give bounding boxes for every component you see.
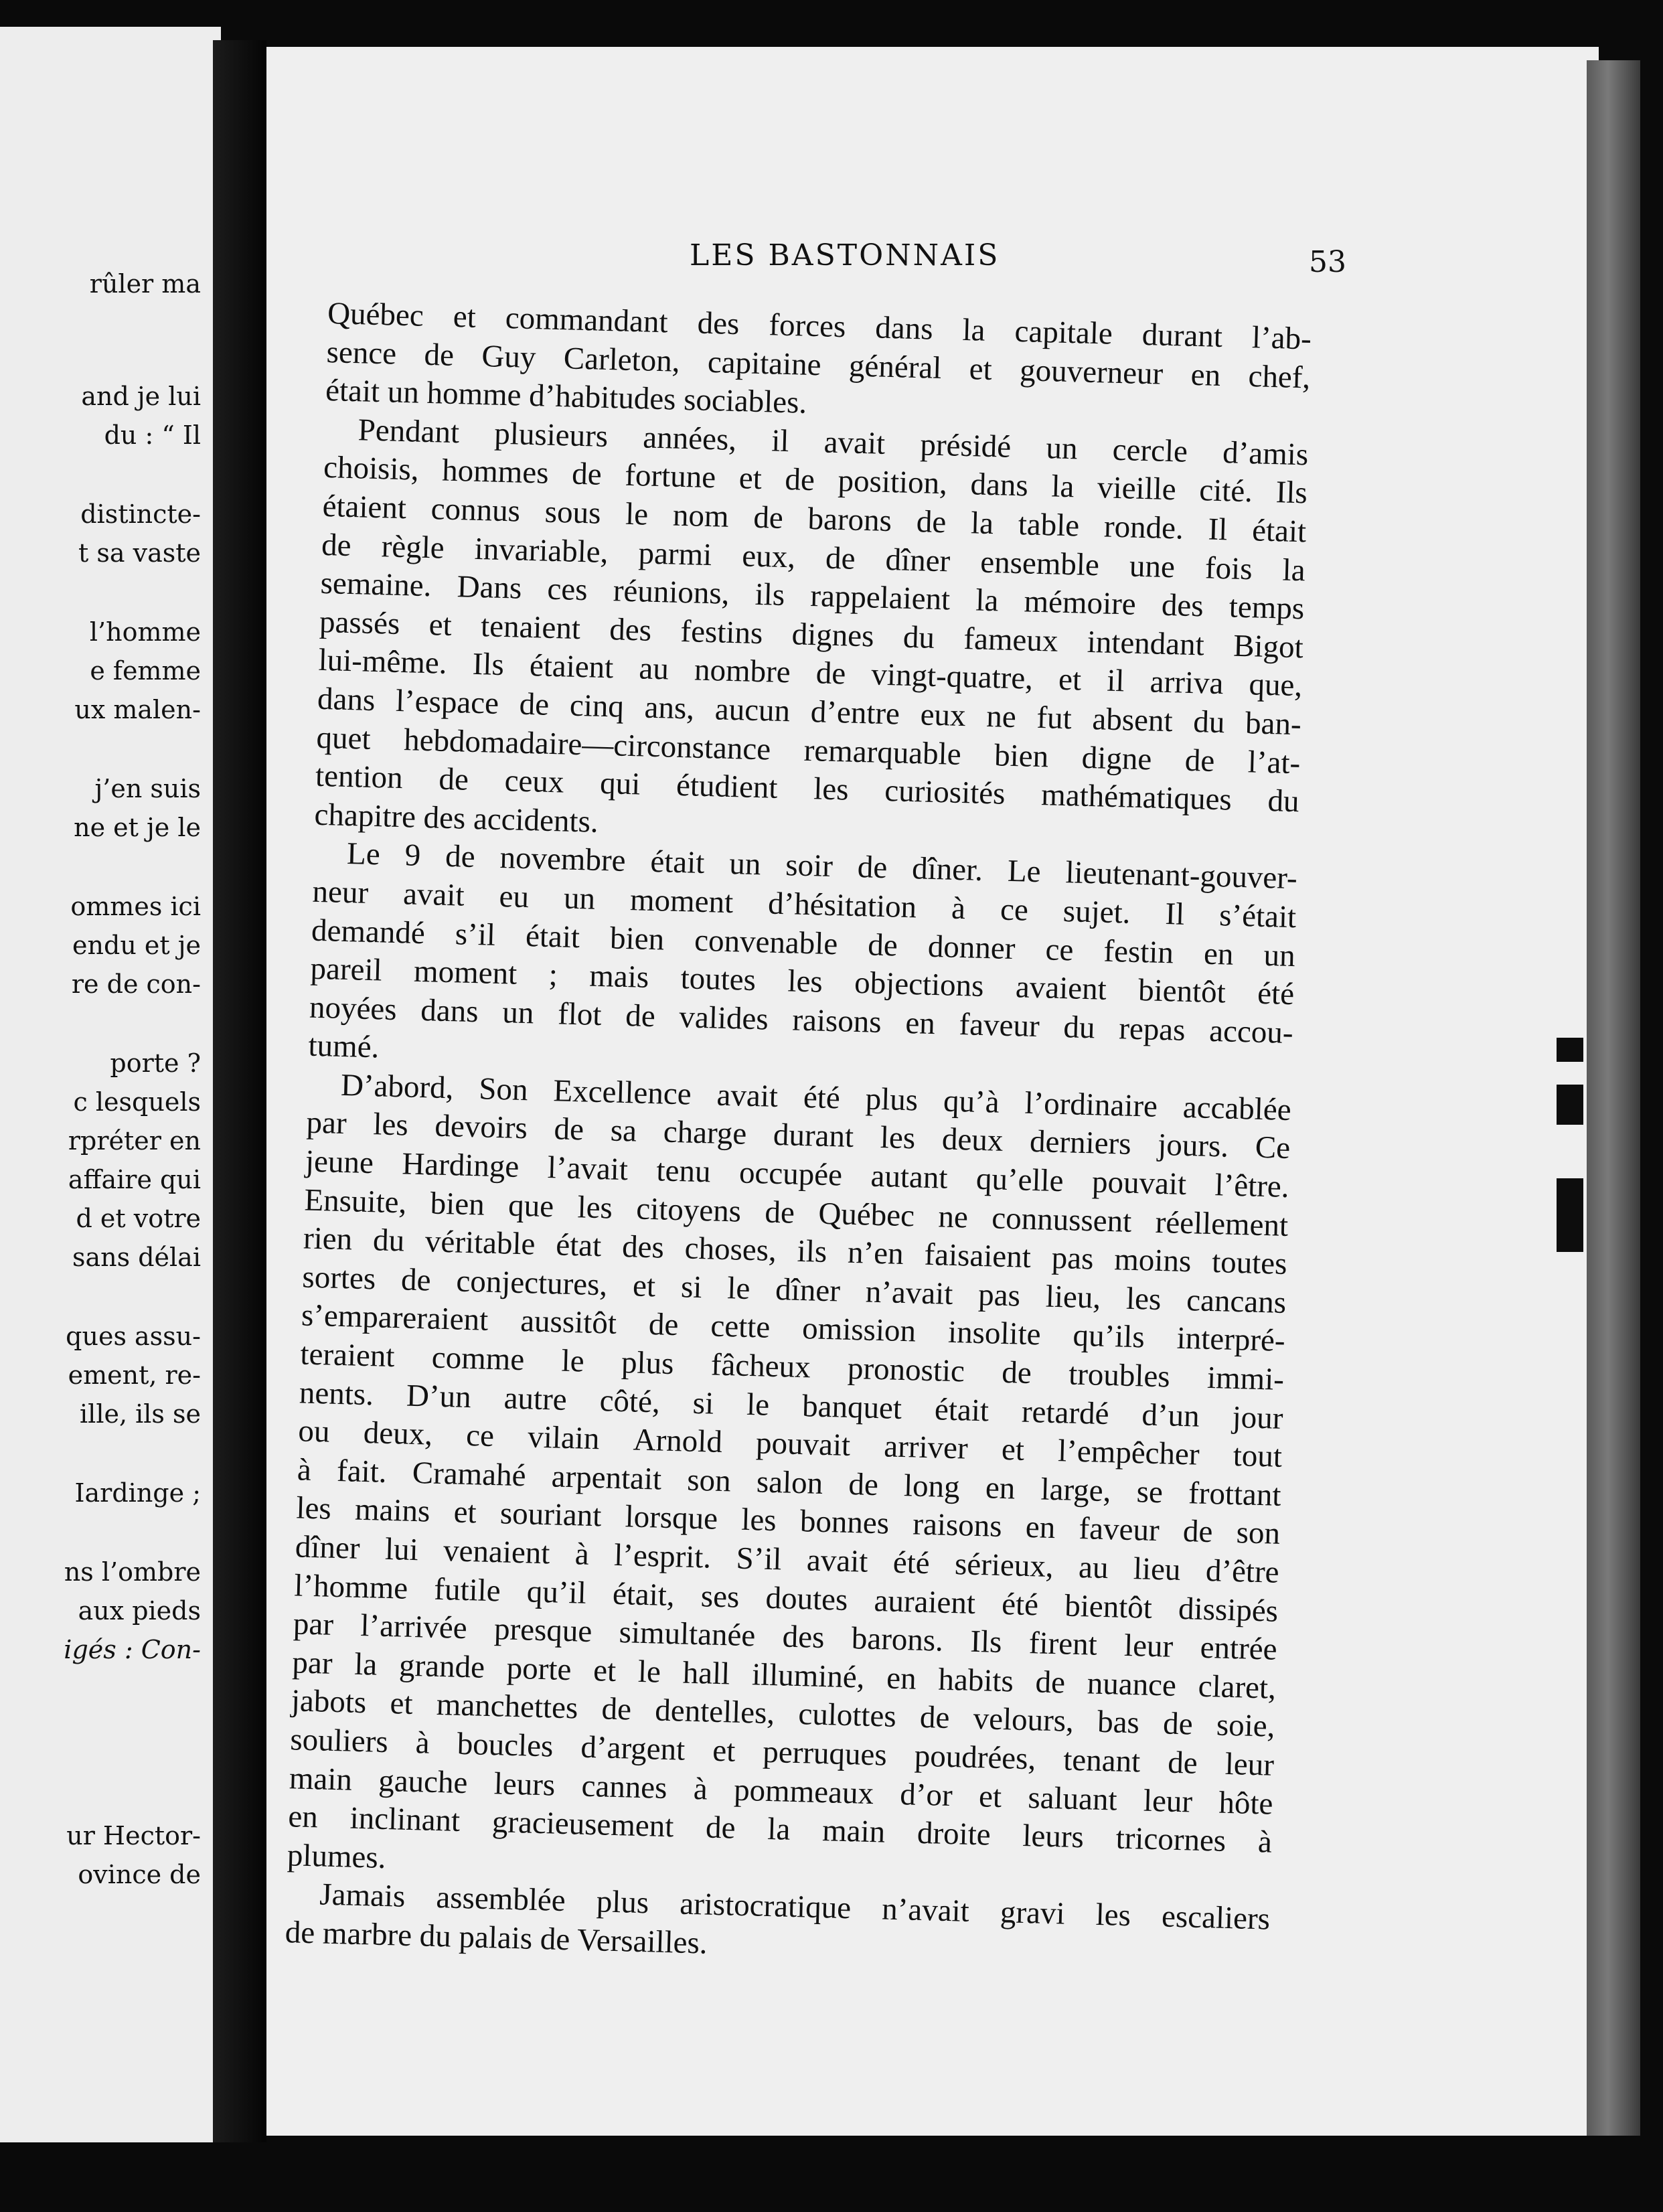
text-line: en inclinant gracieusement de la main droite leurs tricornes à [287, 1799, 1273, 1860]
left-page-line: d et votre [76, 1204, 201, 1233]
left-page-line: endu et je [72, 931, 201, 960]
text-line: rien du véritable état des choses, ils n’en faisaient pas moins toutes [303, 1220, 1288, 1282]
left-page-line: ommes ici [70, 892, 201, 921]
left-page-line: re de con- [71, 969, 201, 999]
left-page-fragment [0, 27, 221, 2142]
left-page-line: e femme [90, 656, 201, 686]
left-page-line: affaire qui [68, 1165, 201, 1194]
text-line: main gauche leurs cannes à pommeaux d’or et saluant leur hôte [289, 1760, 1274, 1822]
left-page-line: ne et je le [74, 813, 201, 842]
text-line: plumes. [287, 1837, 387, 1875]
text-line: lui-même. Ils étaient au nombre de vingt-quatre, et il arriva que, [318, 643, 1303, 704]
page-number: 53 [1309, 245, 1346, 279]
left-page-line: porte ? [110, 1048, 201, 1078]
left-page-line: ement, re- [68, 1360, 201, 1390]
text-line: passés et tenaient des festins dignes du fameux intendant Bigot [319, 604, 1304, 665]
text-line: les mains et souriant lorsque les bonnes raisons en faveur de son [295, 1490, 1281, 1552]
left-page-line: ovince de [78, 1860, 201, 1889]
text-line: étaient connus sous le nom de barons de la table ronde. Il était [322, 488, 1307, 550]
text-line: choisis, hommes de fortune et de position, dans la vieille cité. Ils [323, 450, 1308, 511]
left-page-line: distincte- [80, 499, 201, 529]
left-page-line: and je lui [81, 382, 201, 411]
text-line: Jamais assemblée plus aristocratique n’avait gravi les escaliers [319, 1877, 1271, 1937]
left-page-line: ux malen- [74, 695, 201, 724]
edge-ink-mark [1557, 1178, 1583, 1252]
left-page-line: ques assu- [66, 1322, 201, 1351]
left-page-line: aux pieds [78, 1596, 201, 1626]
left-page-line: ns l’ombre [64, 1557, 201, 1587]
text-line: dîner lui venaient à l’esprit. S’il avait été sérieux, au lieu d’être [295, 1529, 1280, 1590]
book-gutter-shadow [213, 40, 266, 2142]
left-page-line: du : “ Il [104, 420, 201, 450]
text-line: souliers à boucles d’argent et perruques poudrées, tenant de leur [289, 1722, 1275, 1783]
text-line: chapitre des accidents. [313, 797, 599, 840]
text-line: Québec et commandant des forces dans la capitale durant l’ab- [327, 295, 1312, 357]
left-page-line: Iardinge ; [74, 1478, 201, 1508]
text-line: s’empareraient aussitôt de cette omission insolite qu’ils interpré- [301, 1297, 1286, 1359]
left-page-line: rpréter en [68, 1126, 201, 1156]
text-line: pareil moment ; mais toutes les objections avaient bientôt été [309, 951, 1295, 1012]
text-line: jabots et manchettes de dentelles, culottes de velours, bas de soie, [291, 1683, 1276, 1745]
text-line: tention de ceux qui étudient les curiosités mathématiques du [315, 758, 1300, 819]
text-line: semaine. Dans ces réunions, ils rappelaient la mémoire des temps [320, 566, 1305, 627]
text-line: neur avait eu un moment d’hésitation à ce sujet. Il s’était [311, 874, 1297, 935]
running-title: LES BASTONNAIS [690, 238, 1000, 272]
text-line: teraient comme le plus fâcheux pronostic de troubles immi- [299, 1336, 1285, 1397]
left-page-line: j’en suis [94, 774, 201, 803]
left-page-line: t sa vaste [78, 538, 201, 568]
left-page-line: igés : Con- [64, 1635, 201, 1664]
text-line: quet hebdomadaire—circonstance remarquable bien digne de l’at- [316, 720, 1301, 781]
text-line: Ensuite, bien que les citoyens de Québec ne connussent réellement [303, 1182, 1289, 1243]
left-page-line: l’homme [89, 617, 201, 647]
text-line: Le 9 de novembre était un soir de dîner. Le lieutenant-gouver- [346, 836, 1298, 896]
text-line: sence de Guy Carleton, capitaine général et gouverneur en chef, [326, 334, 1311, 396]
text-line: noyées dans un flot de valides raisons en faveur du repas accou- [309, 990, 1294, 1050]
text-line: ou deux, ce vilain Arnold pouvait arriver et l’empêcher tout [297, 1413, 1283, 1475]
text-line: était un homme d’habitudes sociables. [325, 373, 807, 420]
text-line: de marbre du palais de Versailles. [285, 1915, 708, 1961]
text-line: D’abord, Son Excellence avait été plus qu’à l’ordinaire accablée [340, 1067, 1292, 1127]
text-line: Pendant plusieurs années, il avait présidé un cercle d’amis [358, 412, 1309, 473]
book-page-edges [1587, 60, 1640, 2136]
left-page-line: rûler ma [89, 269, 201, 299]
text-line: à fait. Cramahé arpentait son salon de long en large, se frottant [297, 1452, 1282, 1513]
left-page-line: c lesquels [73, 1087, 201, 1117]
edge-ink-mark [1557, 1038, 1583, 1062]
text-line: dans l’espace de cinq ans, aucun d’entre eux ne fut absent du ban- [317, 681, 1302, 742]
text-line: demandé s’il était bien convenable de donner ce festin en un [311, 913, 1296, 973]
edge-ink-mark [1557, 1085, 1583, 1125]
text-line: l’homme futile qu’il était, ses doutes auraient été bientôt dissipés [293, 1567, 1279, 1629]
left-page-line: ille, ils se [80, 1399, 201, 1429]
left-page-line: sans délai [72, 1243, 201, 1272]
text-line: nents. D’un autre côté, si le banquet était retardé d’un jour [299, 1375, 1284, 1436]
text-line: de règle invariable, parmi eux, de dîner ensemble une fois la [321, 527, 1306, 588]
text-line: sortes de conjectures, et si le dîner n’avait pas lieu, les cancans [301, 1259, 1287, 1320]
text-line: tumé. [307, 1028, 380, 1065]
text-line: jeune Hardinge l’avait tenu occupée autant qu’elle pouvait l’être. [305, 1143, 1290, 1205]
text-line: par les devoirs de sa charge durant les deux derniers jours. Ce [305, 1105, 1291, 1166]
body-text [285, 295, 1312, 1978]
left-page-line: ur Hector- [66, 1821, 201, 1850]
text-line: par la grande porte et le hall illuminé, en habits de nuance claret, [291, 1645, 1277, 1706]
text-line: par l’arrivée presque simultanée des barons. Ils firent leur entrée [293, 1606, 1278, 1667]
